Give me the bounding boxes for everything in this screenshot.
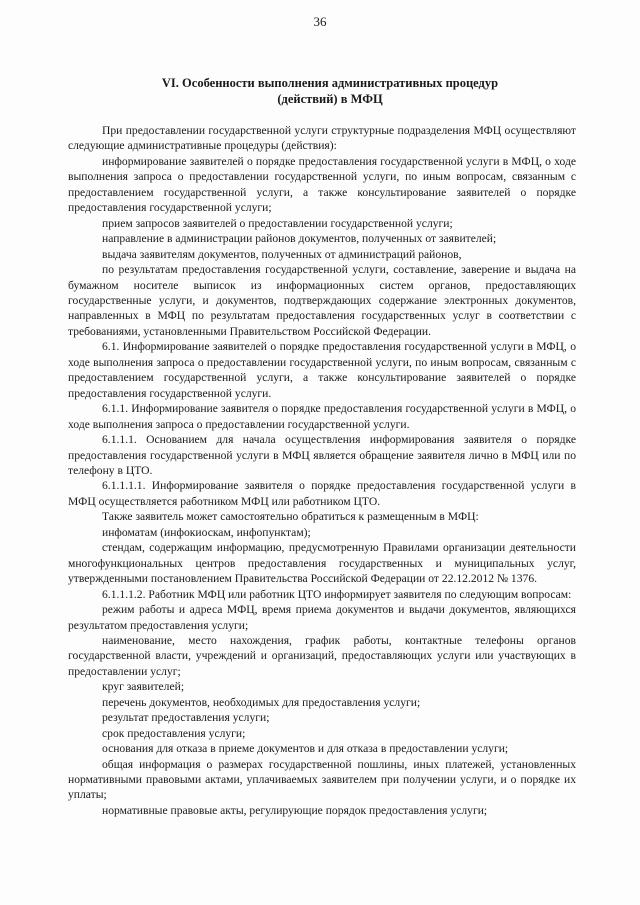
- section-heading-line-2: (действий) в МФЦ: [277, 92, 383, 106]
- paragraph: 6.1.1.1.1. Информирование заявителя о порядке предоставления государственной услуги в МФЦ осуществляется работником МФЦ или работником ЦТО.: [68, 479, 576, 508]
- paragraph: 6.1. Информирование заявителей о порядке предоставления государственной услуги в МФЦ, о ходе выполнения запроса о предоставлении государственной услуги, по иным вопросам, связанным с предоставлением государственной услуги, а также консультирование заявителей о порядке предоставления государственной услуги.: [68, 340, 576, 400]
- paragraph: 6.1.1.1. Основанием для начала осуществления информирования заявителя о порядке предоставления государственной услуги в МФЦ является обращение заявителя лично в МФЦ или по телефону в ЦТО.: [68, 433, 576, 477]
- section-heading: [120, 75, 540, 107]
- paragraph: срок предоставления услуги;: [102, 726, 246, 740]
- paragraph: прием запросов заявителей о предоставлении государственной услуги;: [102, 216, 453, 230]
- paragraph: информирование заявителей о порядке предоставления государственной услуги в МФЦ, о ходе выполнения запроса о предоставлении государственной услуги, по иным вопросам, связанным с предоставлением государственной услуги, а также консультирование заявителей о порядке предоставления государственной услуги;: [68, 154, 576, 215]
- paragraph: 6.1.1. Информирование заявителя о порядке предоставления государственной услуги в МФЦ, о ходе выполнения запроса о предоставлении государственной услуги.: [68, 402, 576, 431]
- paragraph: стендам, содержащим информацию, предусмотренную Правилами организации деятельности многофункциональных центров предоставления государственных и муниципальных услуг, утвержденными постановлением Правительства Российской Федерации от 22.12.2012 № 1376.: [68, 541, 576, 586]
- paragraph: Также заявитель может самостоятельно обратиться к размещенным в МФЦ:: [102, 510, 479, 524]
- paragraph: круг заявителей;: [102, 680, 185, 694]
- paragraph: 6.1.1.1.2. Работник МФЦ или работник ЦТО информирует заявителя по следующим вопросам:: [102, 587, 572, 601]
- paragraph: выдача заявителям документов, полученных от администраций районов,: [102, 247, 462, 261]
- paragraph: основания для отказа в приеме документов и для отказа в предоставлении услуги;: [102, 742, 509, 756]
- paragraph: режим работы и адреса МФЦ, время приема документов и выдачи документов, являющихся результатом предоставления услуги;: [68, 603, 576, 632]
- paragraph: При предоставлении государственной услуги структурные подразделения МФЦ осуществляют следующие административные процедуры (действия):: [68, 124, 576, 153]
- paragraph: направление в администрации районов документов, полученных от заявителей;: [102, 232, 497, 246]
- paragraph: перечень документов, необходимых для предоставления услуги;: [102, 695, 421, 709]
- paragraph: по результатам предоставления государственной услуги, составление, заверение и выдача на бумажном носителе выписок из информационных систем органов, предоставляющих государственные услуги, и документов, подтверждающих содержание электронных документов, направленных в МФЦ по результатам предоставления государственных услуг в соответствии с требованиями, установленными Правительством Российской Федерации.: [68, 263, 576, 338]
- paragraph: результат предоставления услуги;: [102, 711, 270, 725]
- paragraph: нормативные правовые акты, регулирующие порядок предоставления услуги;: [102, 803, 488, 817]
- paragraph: общая информация о размерах государственной пошлины, иных платежей, установленных нормативными правовыми актами, уплачиваемых заявителем при получении услуги, и о порядке их уплаты;: [68, 757, 576, 802]
- paragraph: наименование, место нахождения, график работы, контактные телефоны органов государственной власти, учреждений и организаций, предоставляющих услуги или участвующих в предоставлении услуг;: [68, 633, 576, 678]
- paragraph: инфоматам (инфокиоскам, инфопунктам);: [102, 525, 311, 539]
- document-body: [68, 123, 576, 818]
- page-number: 36: [313, 14, 327, 29]
- section-heading-line-1: VI. Особенности выполнения административных процедур: [161, 76, 499, 90]
